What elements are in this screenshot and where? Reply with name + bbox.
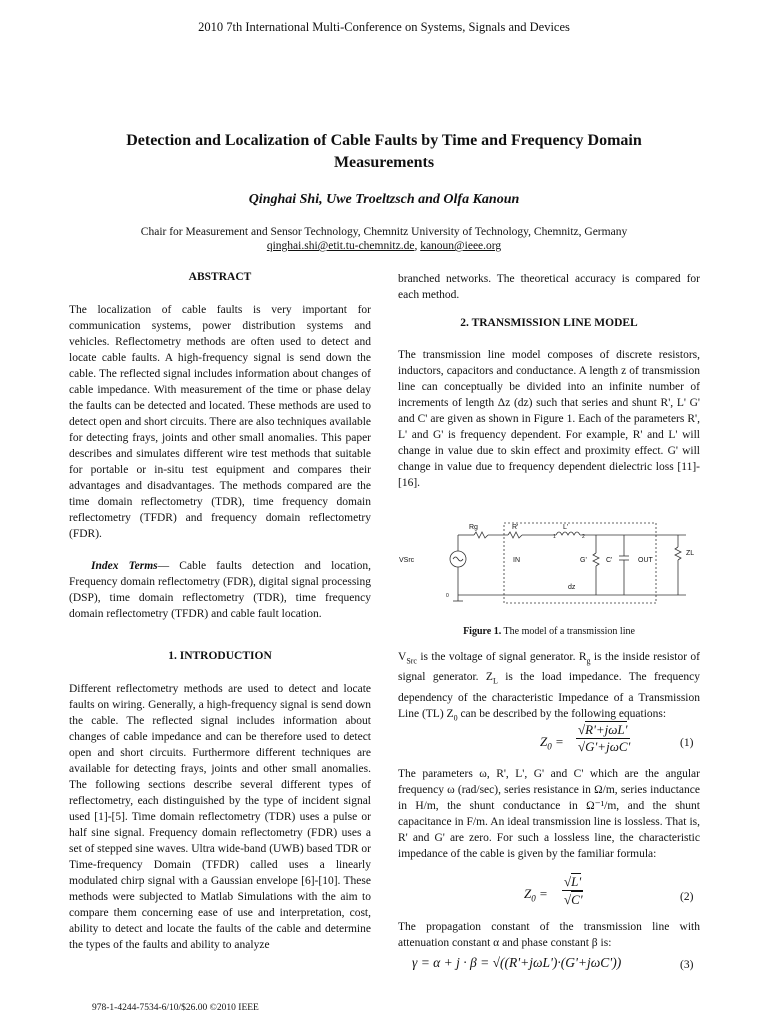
label-r: R' bbox=[512, 524, 519, 531]
email-link-1[interactable]: qinghai.shi@etit.tu-chemnitz.de bbox=[266, 240, 415, 252]
abstract-heading: ABSTRACT bbox=[188, 271, 252, 283]
label-g: G' bbox=[580, 557, 587, 564]
eq1-z: Z bbox=[540, 734, 548, 749]
vsrc-sub-4: 0 bbox=[453, 712, 458, 722]
vsrc-text bbox=[398, 649, 700, 726]
label-ground: 0 bbox=[446, 593, 449, 599]
eq2-z: Z bbox=[524, 886, 532, 901]
transmission-line-figure bbox=[396, 515, 702, 615]
eq1-numerator: √R'+jωL' bbox=[578, 722, 628, 737]
eq2-num-text: L' bbox=[571, 874, 582, 889]
figure-caption-text: The model of a transmission line bbox=[501, 626, 635, 637]
label-node-1: 1 bbox=[553, 534, 556, 540]
rg-resistor bbox=[474, 532, 488, 538]
index-terms-text: — Cable faults detection and location, Frequency domain reflectometry (FDR), digital signal processing (DSP), time domain reflectometry (TDR), time frequency domain reflectometry (TFDR) and cable fault location. bbox=[69, 560, 372, 620]
email-link-2[interactable]: kanoun@ieee.org bbox=[420, 240, 502, 252]
vsrc-sub-3: L bbox=[492, 676, 498, 686]
title-line-1: Detection and Localization of Cable Faults by Time and Frequency Domain bbox=[126, 132, 642, 149]
label-vsrc: VSrc bbox=[399, 557, 415, 564]
intro-heading: 1. INTRODUCTION bbox=[168, 650, 272, 662]
params-text: The parameters ω, R', L', G' and C' which are the angular frequency ω (rad/sec), series resistance in Ω/m, series inductance in H/m, the shunt conductance in Ω⁻¹/m, and the shunt capacitance in F/m. An ideal transmission line is lossless. That is, R' and G' are zero. For such a lossless line, the characteristic impedance of the cable is given by the familiar formula: bbox=[398, 768, 700, 860]
continued-text: branched networks. The theoretical accuracy is compared for each method. bbox=[398, 273, 700, 301]
equation-3: γ = α + j · β = √((R'+jωL')·(G'+jωC')) bbox=[412, 955, 622, 970]
figure-label: Figure 1. bbox=[463, 626, 502, 637]
vsrc-part-3: is the inside resistor of signal generator. Z bbox=[398, 651, 701, 684]
propagation-text: The propagation constant of the transmission line with attenuation constant α and phase constant β is: bbox=[398, 921, 700, 949]
eq2-numerator: √L' bbox=[564, 874, 582, 889]
eq1-den-text: G'+jωC' bbox=[585, 739, 631, 754]
label-l: L' bbox=[563, 524, 569, 531]
eq1-sub: 0 bbox=[547, 741, 552, 752]
eq2-sub: 0 bbox=[531, 893, 536, 904]
intro-text: Different reflectometry methods are used to detect and locate faults on wiring. Generally, a high-frequency signal is send down the cable. The reflected signal includes information about changes of cable impedance and can be therefore used to detect open and short circuits. Furthermore different techniques are available for detecting frays, joints and other small anomalies. The following sections describe several different types of reflectometry, each distinguished by the type of incident signal used [1]-[5]. Time domain reflectometry (TDR) uses a pulse or half sine signal. Frequency domain reflectometry (FDR) uses a set of stepped sine waves. Ultra wide-band (UWB) based TDR or Time-frequency Domain (TFDR) called uses a linearly modulated chirp signal with a Gaussian envelope [6]-[10]. These methods were subjected to Matlab Simulations with the aim to compare them concerning ease of use and interpretation, cost, ability to detect and locate the faults of the cable and determine the types of the faults and ability to analyze bbox=[69, 683, 371, 951]
footer-copyright: 978-1-4244-7534-6/10/$26.00 ©2010 IEEE bbox=[92, 1003, 259, 1013]
vsrc-part-2: is the voltage of signal generator. R bbox=[416, 651, 587, 663]
label-dz: dz bbox=[568, 584, 576, 591]
eq1-number: (1) bbox=[680, 737, 694, 749]
eq1-denominator: √G'+jωC' bbox=[578, 739, 631, 754]
eq2-denominator: √C' bbox=[564, 892, 583, 907]
l-inductor bbox=[556, 532, 580, 535]
vsrc-sub-2: g bbox=[586, 656, 591, 666]
index-terms-label: Index Terms bbox=[91, 560, 158, 572]
conference-header: 2010 7th International Multi-Conference on Systems, Signals and Devices bbox=[198, 20, 570, 34]
figure-caption bbox=[398, 626, 700, 637]
label-out: OUT bbox=[638, 557, 653, 564]
affiliation: Chair for Measurement and Sensor Technology, Chemnitz University of Technology, Chemnitz, Germany bbox=[140, 226, 628, 238]
label-in: IN bbox=[513, 557, 520, 564]
vsrc-sub-1: Src bbox=[406, 656, 417, 666]
label-node-2: 2 bbox=[582, 534, 585, 540]
eq3-number: (3) bbox=[680, 959, 694, 971]
paper-title bbox=[60, 130, 708, 174]
title-line-2: Measurements bbox=[333, 154, 435, 171]
vsrc-part-1: V bbox=[398, 651, 407, 663]
label-zl: ZL bbox=[686, 550, 695, 557]
email-separator: , bbox=[414, 240, 418, 252]
tl-heading: 2. TRANSMISSION LINE MODEL bbox=[460, 317, 638, 329]
label-rg: Rg bbox=[469, 524, 478, 531]
r-resistor bbox=[508, 532, 522, 538]
authors: Qinghai Shi, Uwe Troeltzsch and Olfa Kanoun bbox=[248, 192, 520, 207]
eq1-lhs: $Z_0$ = bbox=[540, 734, 564, 752]
tl-text: The transmission line model composes of discrete resistors, inductors, capacitors and conductance. A length z of transmission line can conceptually be divided into an infinite number of increments of length Δz (dz) such that series and shunt R', L' G' and C' are given as shown in Figure 1. Each of the parameters R', L' and G' is frequency dependent. For example, R' and L' will change in value due to skin effect and proximity effect. G' will change in value due to frequency dependent dielectric loss [11]-[16]. bbox=[398, 349, 700, 489]
eq2-den-text: C' bbox=[571, 892, 583, 907]
vsrc-part-5: can be described by the following equations: bbox=[457, 707, 667, 720]
vsrc-part-4: is the load impedance. The frequency dependency of the characteristic Impedance of a Transmission Line (TL) Z bbox=[398, 671, 700, 720]
emails bbox=[0, 240, 768, 252]
index-terms bbox=[69, 558, 371, 622]
eq2-number: (2) bbox=[680, 891, 694, 903]
eq1-num-text: R'+jωL' bbox=[585, 722, 628, 737]
eq2-lhs: $Z_0$ = bbox=[524, 886, 548, 904]
abstract-text: The localization of cable faults is very important for communication systems, power distribution systems and vehicles. Reflectometry methods are often used to detect and locate cable faults. A high-frequency signal is send down the cable. The reflected signal includes information about changes of cable impedance. With measurement of the time or phase delay the faults can be detected and located. These methods are used to detect open and short circuits. There are also techniques available for detecting frays, joints and other small anomalies. This paper describes and simulates different wire test methods that suitable for portable or in-situ test equipment and compares their advantages and disadvantages. The methods compared are the time domain reflectometry (TDR), time frequency domain reflectometry (TFDR) and frequency domain reflectometry (FDR). bbox=[69, 304, 371, 540]
label-c: C' bbox=[606, 557, 613, 564]
